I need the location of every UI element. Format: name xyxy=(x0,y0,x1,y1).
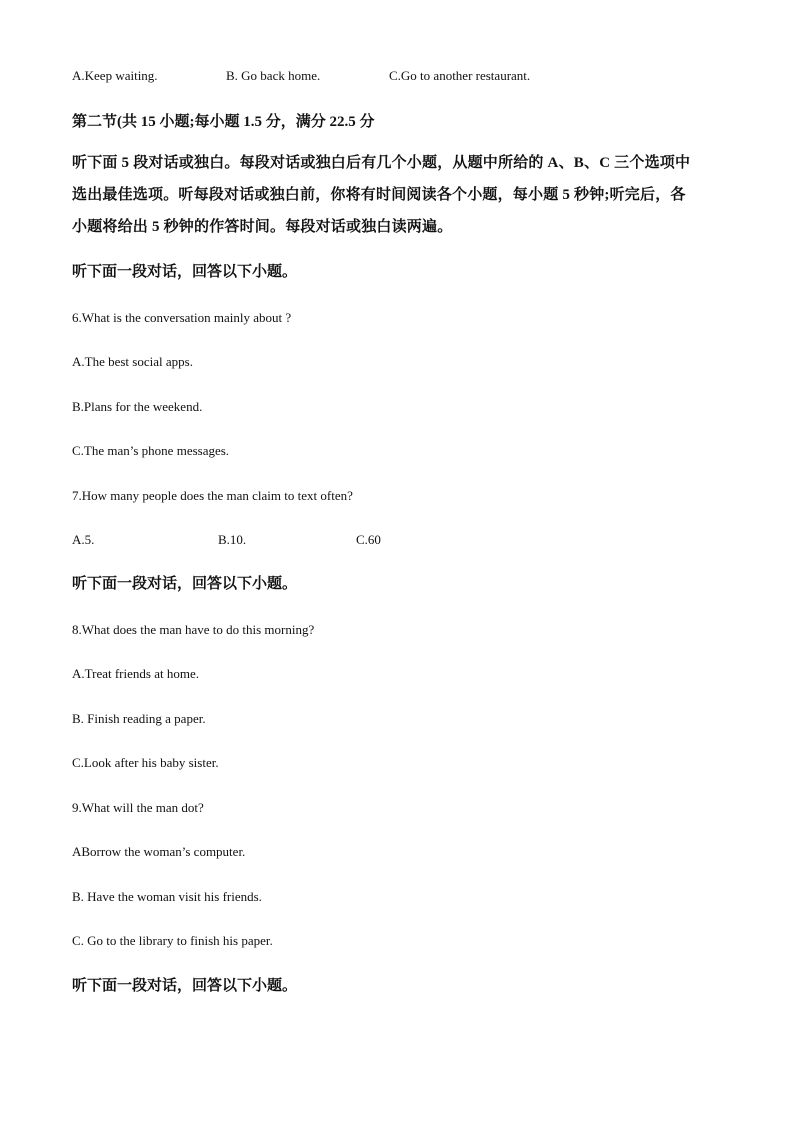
dialogue-prompt: 听下面一段对话，回答以下小题。 xyxy=(72,576,298,592)
q6-question: 6.What is the conversation mainly about ? xyxy=(72,310,292,325)
q6-option-a: A.The best social apps. xyxy=(72,354,193,369)
q9-option-b: B. Have the woman visit his friends. xyxy=(72,889,262,904)
q7-option-c: C.60 xyxy=(356,532,381,547)
dialogue-prompt: 听下面一段对话，回答以下小题。 xyxy=(72,264,298,280)
q9-option-c: C. Go to the library to finish his paper. xyxy=(72,933,273,948)
q8-option-a: A.Treat friends at home. xyxy=(72,666,199,681)
section2-title: 第二节(共 15 小题;每小题 1.5 分，满分 22.5 分 xyxy=(72,114,375,130)
section2-instructions xyxy=(72,147,724,243)
q7-option-a: A.5. xyxy=(72,532,95,547)
q6-option-c: C.The man’s phone messages. xyxy=(72,443,230,458)
q5-option-c: C.Go to another restaurant. xyxy=(389,68,531,83)
q9-question: 9.What will the man dot? xyxy=(72,800,204,815)
q8-option-b: B. Finish reading a paper. xyxy=(72,711,206,726)
instruction-line: 小题将给出 5 秒钟的作答时间。每段对话或独白读两遍。 xyxy=(72,219,453,235)
q8-question: 8.What does the man have to do this morning? xyxy=(72,622,315,637)
q7-option-b: B.10. xyxy=(218,532,247,547)
q5-option-b: B. Go back home. xyxy=(226,68,321,83)
instruction-line: 听下面 5 段对话或独白。每段对话或独白后有几个小题，从题中所给的 A、B、C 三个选项中 xyxy=(72,155,691,171)
dialogue-prompt: 听下面一段对话，回答以下小题。 xyxy=(72,978,298,994)
q8-option-c: C.Look after his baby sister. xyxy=(72,755,219,770)
instruction-line: 选出最佳选项。听每段对话或独白前，你将有时间阅读各个小题，每小题 5 秒钟;听完后，各 xyxy=(72,187,686,203)
q6-option-b: B.Plans for the weekend. xyxy=(72,399,203,414)
q5-option-a: A.Keep waiting. xyxy=(72,68,158,83)
q9-option-a: ABorrow the woman’s computer. xyxy=(72,844,246,859)
q7-question: 7.How many people does the man claim to text often? xyxy=(72,488,353,503)
